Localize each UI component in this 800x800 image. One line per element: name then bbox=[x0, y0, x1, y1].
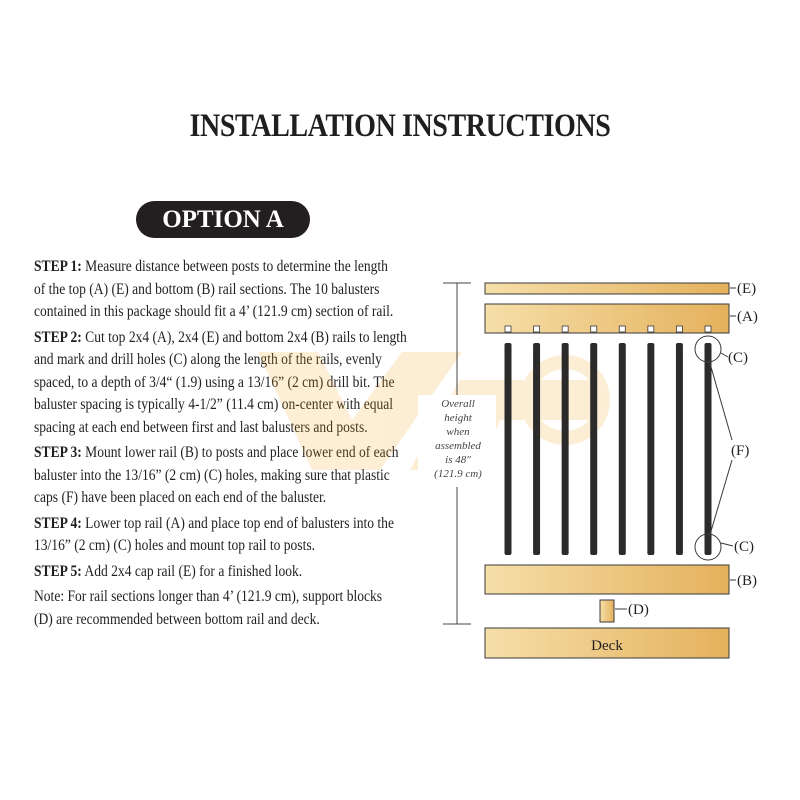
step-text-line: caps (F) have been placed on each end of the baluster. bbox=[34, 489, 327, 506]
label-a: (A) bbox=[737, 309, 758, 325]
drill-hole bbox=[619, 326, 625, 332]
step-text: Measure distance between posts to determine the length bbox=[81, 258, 388, 275]
height-note-line: is 48" bbox=[445, 454, 471, 466]
step-text-line: of the top (A) (E) and bottom (B) rail sections. The 10 balusters bbox=[34, 280, 380, 298]
height-note-line: Overall bbox=[441, 398, 475, 410]
option-label: OPTION A bbox=[162, 205, 284, 233]
drill-hole bbox=[648, 326, 654, 332]
step-text: Cut top 2x4 (A), 2x4 (E) and bottom 2x4 (B) rails to length bbox=[81, 328, 407, 346]
baluster bbox=[590, 343, 597, 555]
step-text-line: spaced, to a depth of 3/4“ (1.9) using a 13/16” (2 cm) drill bit. The bbox=[34, 373, 395, 391]
label-e: (E) bbox=[737, 281, 757, 297]
step-text: Mount lower rail (B) to posts and place lower end of each bbox=[81, 444, 399, 461]
baluster-group bbox=[505, 343, 712, 555]
step-text-line: and mark and drill holes (C) along the length of the rails, evenly bbox=[34, 351, 382, 368]
height-note-line: when bbox=[446, 426, 470, 438]
height-note-line: height bbox=[444, 412, 472, 424]
support-block-d bbox=[600, 600, 614, 622]
step-label: STEP 2: bbox=[34, 328, 82, 346]
step-text-line: spacing at each end between first and last balusters and posts. bbox=[34, 418, 368, 436]
baluster bbox=[562, 343, 569, 555]
bottom-rail-b bbox=[485, 565, 729, 594]
step-label: STEP 3: bbox=[34, 444, 82, 461]
cap-rail-e bbox=[485, 283, 729, 294]
step-text-line: baluster into the 13/16” (2 cm) (C) holes, making sure that plastic bbox=[34, 466, 390, 484]
drill-hole bbox=[676, 326, 682, 332]
step-label: STEP 1: bbox=[34, 258, 82, 275]
step-text-line: contained in this package should fit a 4’ (121.9 cm) section of rail. bbox=[34, 303, 394, 320]
height-note-line: assembled bbox=[435, 440, 481, 452]
drill-hole bbox=[534, 326, 540, 332]
leader-lines bbox=[615, 288, 736, 609]
step-text-line: baluster spacing is typically 4-1/2” (11.4 cm) on-center with equal bbox=[34, 396, 394, 413]
note-line: Note: For rail sections longer than 4’ (121.9 cm), support blocks bbox=[34, 588, 383, 605]
baluster bbox=[505, 343, 512, 555]
drill-hole bbox=[562, 326, 568, 332]
top-rail-a bbox=[485, 304, 729, 333]
label-d: (D) bbox=[628, 602, 649, 618]
label-c-bottom: (C) bbox=[734, 539, 754, 555]
height-note-line: (121.9 cm) bbox=[434, 468, 482, 480]
baluster bbox=[619, 343, 626, 555]
step-text: Add 2x4 cap rail (E) for a finished look. bbox=[81, 562, 303, 580]
label-b: (B) bbox=[737, 573, 757, 589]
step-label: STEP 4: bbox=[34, 514, 82, 532]
baluster bbox=[676, 343, 683, 555]
drill-hole bbox=[705, 326, 711, 332]
step-text-line: 13/16” (2 cm) (C) holes and mount top rail to posts. bbox=[34, 537, 315, 554]
step-text: Lower top rail (A) and place top end of balusters into the bbox=[81, 514, 394, 532]
label-c-top: (C) bbox=[728, 350, 748, 366]
note-line: (D) are recommended between bottom rail and deck. bbox=[34, 610, 320, 628]
page-title: INSTALLATION INSTRUCTIONS bbox=[189, 108, 611, 144]
baluster bbox=[533, 343, 540, 555]
step-label: STEP 5: bbox=[34, 562, 82, 580]
baluster bbox=[705, 343, 712, 555]
baluster bbox=[647, 343, 654, 555]
label-f: (F) bbox=[731, 443, 750, 459]
deck-label: Deck bbox=[591, 638, 623, 654]
drill-hole bbox=[505, 326, 511, 332]
drill-hole bbox=[591, 326, 597, 332]
